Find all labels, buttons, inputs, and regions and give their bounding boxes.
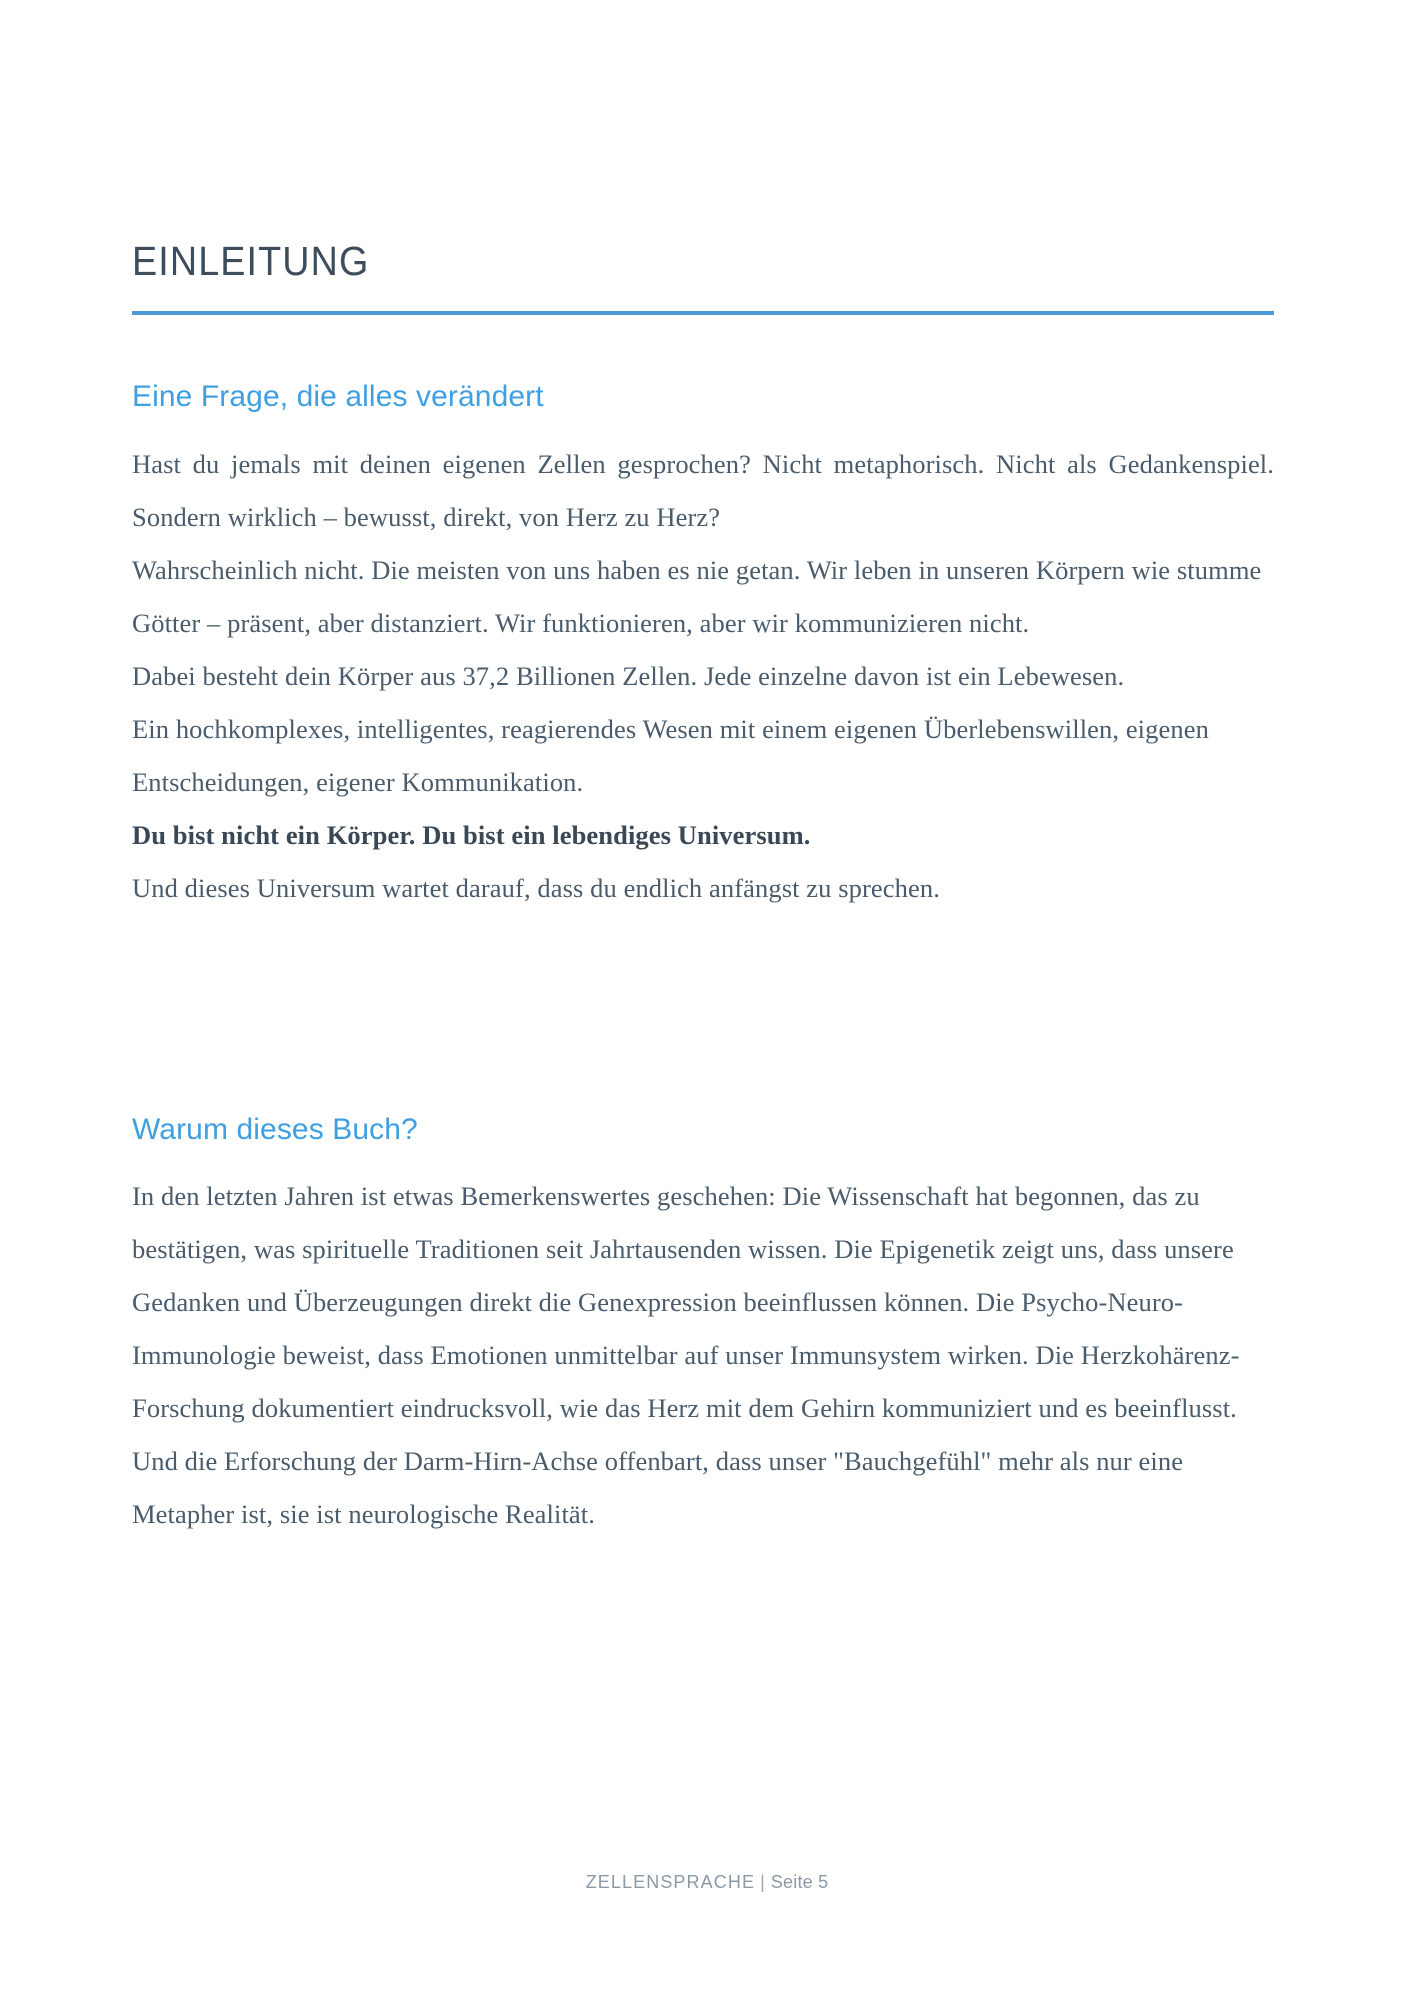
footer-separator: | <box>760 1872 766 1892</box>
footer-page-number: Seite 5 <box>770 1872 829 1892</box>
page-title: EINLEITUNG <box>132 238 370 284</box>
paragraph-emphasis: Du bist nicht ein Körper. Du bist ein lebendiges Universum. <box>132 819 811 850</box>
section-eine-frage <box>132 323 1274 915</box>
section-heading-eine-frage: Eine Frage, die alles verändert <box>132 380 544 414</box>
section-warum-dieses-buch <box>132 915 1274 1542</box>
section-body-eine-frage <box>132 438 1274 915</box>
paragraph: Und dieses Universum wartet darauf, dass du endlich anfängst zu sprechen. <box>132 872 940 903</box>
paragraph: Ein hochkomplexes, intelligentes, reagierendes Wesen mit einem eigenen Überlebenswillen, eigenen Entscheidungen, eigener Kommunikation. <box>132 713 1209 797</box>
footer-book-title: ZELLENSPRACHE <box>585 1872 756 1892</box>
paragraph: Wahrscheinlich nicht. Die meisten von uns haben es nie getan. Wir leben in unseren Körpern wie stumme Götter – präsent, aber distanziert. Wir funktionieren, aber wir kommunizieren nicht. <box>132 554 1262 638</box>
page-footer <box>0 1872 1414 1893</box>
section-body-warum-dieses-buch <box>132 1170 1274 1541</box>
paragraph: Dabei besteht dein Körper aus 37,2 Billionen Zellen. Jede einzelne davon ist ein Lebewesen. <box>132 660 1125 691</box>
title-divider <box>132 311 1274 315</box>
paragraph: Hast du jemals mit deinen eigenen Zellen gesprochen? Nicht metaphorisch. Nicht als Gedankenspiel. Sondern wirklich – bewusst, direkt, von Herz zu Herz? <box>132 448 1274 532</box>
paragraph: In den letzten Jahren ist etwas Bemerkenswertes geschehen: Die Wissenschaft hat begonnen, das zu bestätigen, was spirituelle Traditionen seit Jahrtausenden wissen. Die Epigenetik zeigt uns, dass unsere Gedanken und Überzeugungen direkt die Genexpression beeinflussen können. Die Psycho-Neuro-Immunologie beweist, dass Emotionen unmittelbar auf unser Immunsystem wirken. Die Herzkohärenz-Forschung dokumentiert eindrucksvoll, wie das Herz mit dem Gehirn kommuniziert und es beeinflusst. Und die Erforschung der Darm-Hirn-Achse offenbart, dass unser "Bauchgefühl" mehr als nur eine Metapher ist, sie ist neurologische Realität. <box>132 1181 1240 1530</box>
section-heading-warum-dieses-buch: Warum dieses Buch? <box>132 1112 418 1146</box>
page-content <box>132 0 1274 1541</box>
